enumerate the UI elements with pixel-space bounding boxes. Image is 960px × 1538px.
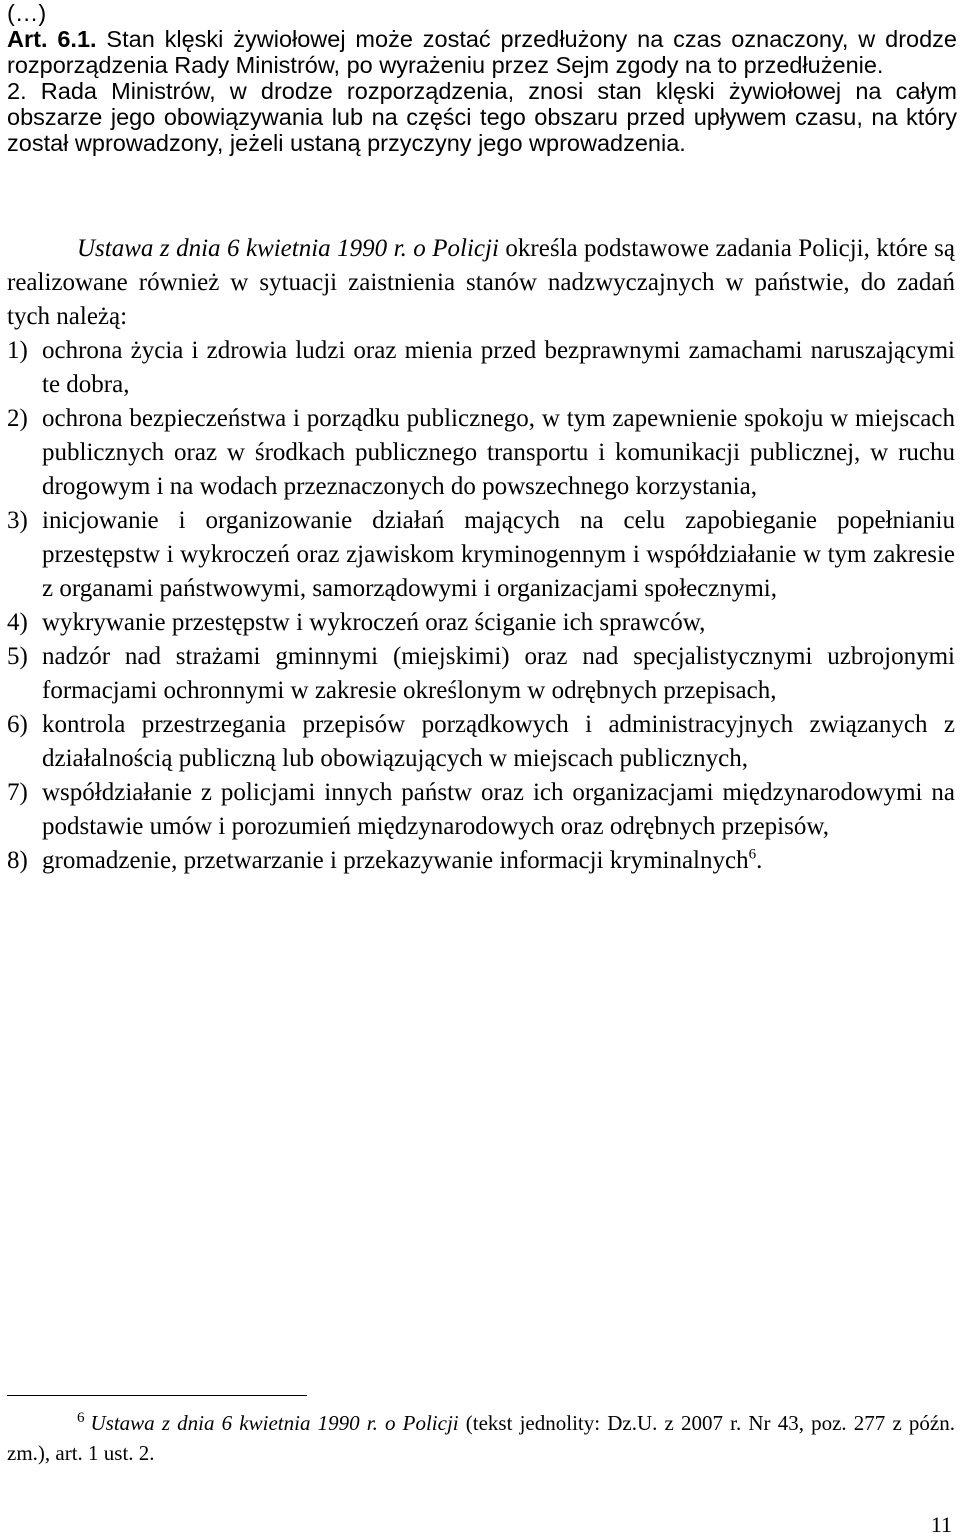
- item-number: 6): [7, 711, 28, 738]
- footnote-details: (tekst jednolity: Dz.U. z 2007 r. Nr 43, poz. 277 z późn. zm.), art. 1 ust. 2.: [7, 1411, 956, 1465]
- footnote-reference[interactable]: 6: [748, 846, 757, 863]
- footnote-text: [7, 1408, 955, 1468]
- footnote-number: 6: [77, 1410, 85, 1426]
- item-text: ochrona życia i zdrowia ludzi oraz mienia przed bezprawnymi zamachami naruszającymi te dobra,: [42, 337, 955, 398]
- footnote: [7, 1408, 955, 1468]
- list-item: [7, 844, 955, 878]
- item-text: współdziałanie z policjami innych państw oraz ich organizacjami międzynarodowymi na podstawie umów i porozumień międzynarodowych oraz odrębnych przepisów,: [42, 779, 955, 840]
- item-text: inicjowanie i organizowanie działań mających na celu zapobieganie popełnianiu przestępstw i wykroczeń oraz zjawiskom kryminogennym i współdziałanie w tym zakresie z organami państwowymi, samorządowymi i organizacjami społecznymi,: [42, 507, 955, 602]
- intro-text: określa podstawowe zadania Policji, które są realizowane również w sytuacji zaistnienia stanów nadzwyczajnych w państwie, do zadań tych należą:: [7, 235, 955, 330]
- list-item: [7, 640, 955, 708]
- list-item: [7, 606, 955, 640]
- footnote-separator: [7, 1395, 307, 1396]
- item-text: kontrola przestrzegania przepisów porządkowych i administracyjnych związanych z działalnością publiczną lub obowiązujących w miejscach publicznych,: [42, 711, 955, 772]
- item-end: .: [756, 847, 763, 874]
- item-text: nadzór nad strażami gminnymi (miejskimi) oraz nad specjalistycznymi uzbrojonymi formacjami ochronnymi w zakresie określonym w odrębnych przepisach,: [42, 643, 955, 704]
- item-number: 5): [7, 643, 28, 670]
- art-6-paragraph-1: [7, 26, 957, 78]
- list-item: [7, 402, 955, 504]
- page-number: 11: [930, 1512, 952, 1537]
- item-text: ochrona bezpieczeństwa i porządku publicznego, w tym zapewnienie spokoju w miejscach publicznych oraz w środkach publicznego transportu i komunikacji publicznej, w ruchu drogowym i na wodach przeznaczonych do powszechnego korzystania,: [42, 405, 955, 500]
- police-tasks-list: [7, 334, 955, 878]
- police-act-intro: [7, 232, 955, 334]
- item-number: 1): [7, 337, 28, 364]
- list-item: [7, 504, 955, 606]
- list-item: [7, 776, 955, 844]
- paragraph-number-1: 1.: [76, 26, 97, 52]
- ellipsis: (…): [7, 0, 47, 26]
- footnote-act-title: Ustawa z dnia 6 kwietnia 1990 r. o Policji: [90, 1411, 459, 1435]
- act-title: Ustawa z dnia 6 kwietnia 1990 r. o Policji: [77, 235, 499, 262]
- item-text: gromadzenie, przetwarzanie i przekazywanie informacji kryminalnych: [42, 847, 749, 874]
- list-item: [7, 708, 955, 776]
- article-label: Art. 6.: [7, 26, 77, 52]
- paragraph-text-2: Rada Ministrów, w drodze rozporządzenia, znosi stan klęski żywiołowej na całym obszarze jego obowiązywania lub na części tego obszaru przed upływem czasu, na który został wprowadzony, jeżeli ustaną przyczyny jego wprowadzenia.: [7, 78, 957, 156]
- item-number: 8): [7, 847, 28, 874]
- item-number: 7): [7, 779, 28, 806]
- item-number: 3): [7, 507, 28, 534]
- item-text: wykrywanie przestępstw i wykroczeń oraz ściganie ich sprawców,: [42, 609, 706, 636]
- article-6-block: [7, 0, 957, 156]
- art-6-paragraph-2: [7, 78, 957, 156]
- paragraph-number-2: 2.: [7, 78, 27, 104]
- police-act-section: [7, 232, 955, 878]
- paragraph-text-1: Stan klęski żywiołowej może zostać przedłużony na czas oznaczony, w drodze rozporządzenia Rady Ministrów, po wyrażeniu przez Sejm zgody na to przedłużenie.: [7, 26, 957, 78]
- list-item: [7, 334, 955, 402]
- item-number: 2): [7, 405, 28, 432]
- item-number: 4): [7, 609, 28, 636]
